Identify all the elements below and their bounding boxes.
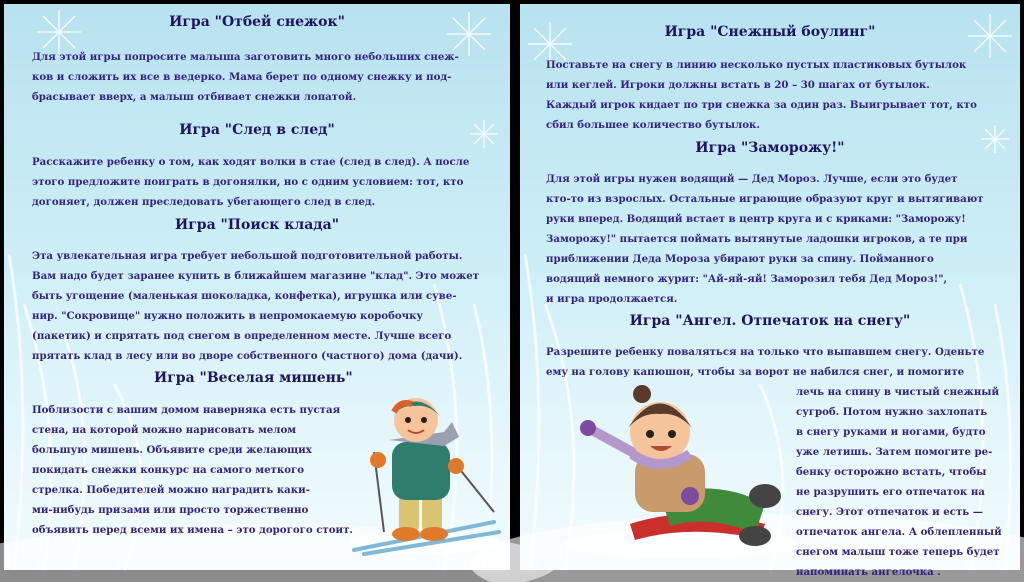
heading-poisk-klada: Игра "Поиск клада" xyxy=(174,217,340,233)
heading-angel: Игра "Ангел. Отпечаток на снегу" xyxy=(629,313,911,329)
heading-otbey-snezhok: Игра "Отбей снежок" xyxy=(169,14,345,30)
heading-veselaya-mishen: Игра "Веселая мишень" xyxy=(154,370,353,386)
paragraph-poisk-klada: Эта увлекательная игра требует небольшой подготовительной работы. Вам надо будет заранее купить в ближайшем магазине "клад". Это может быть угощение (маленькая шоколадка, конфетка), игрушка или суве- нир. "Сокровище" нужно положить в непромокаемую коробочку (пакетик) и спрятать под снегом в определенном месте. Лучше всего прятать клад в лесу или во дворе собственного (частного) дома (дачи). xyxy=(32,250,480,362)
right-page xyxy=(520,4,1020,578)
paragraph-snezhny-bouling: Поставьте на снегу в линию несколько пустых пластиковых бутылок или кеглей. Игроки должны встать в 20 – 30 шагах от бутылок. Каждый игрок кидает по три снежка за один раз. Выигрывает тот, кто сбил большее количество бутылок. xyxy=(546,59,977,131)
heading-zamorozhu: Игра "Заморожу!" xyxy=(695,140,845,156)
paragraph-angel: Разрешите ребенку поваляться на только что выпавшем снегу. Оденьте ему на голову капюшон, чтобы за ворот не набился снег, и помогите xyxy=(546,346,985,378)
girl-sledding-illustration xyxy=(550,384,790,559)
heading-snezhny-bouling: Игра "Снежный боулинг" xyxy=(664,24,876,40)
heading-sled-v-sled: Игра "След в след" xyxy=(179,122,335,138)
paragraph-veselaya-mishen: Поблизости с вашим домом наверняка есть пустая стена, на которой можно нарисовать мелом большую мишень. Объявите среди желающих покидать снежки конкурс на самого меткого стрелка. Победителей можно наградить каки- ми-нибудь призами или просто торжественно объявить перед всеми их имена – это дорогого стоит. xyxy=(32,404,353,536)
paragraph-zamorozhu: Для этой игры нужен водящий — Дед Мороз. Лучше, если это будет кто-то из взрослых. Остальные играющие образуют круг и вытягивают руки вперед. Водящий встает в центр круга и с криками: "Заморожу! Заморожу!" пытается поймать вытянутые ладошки игроков, а те при приближении Деда Мороза убирают руки за спину. Пойманного водящий немного журит: "Ай-яй-яй! Заморозил тебя Дед Мороз!", и игра продолжается. xyxy=(546,173,984,305)
paragraph-angel-continued: лечь на спину в чистый снежный сугроб. Потом нужно захлопать в снегу руками и ногами, будто уже летишь. Затем помогите ре- бенку осторожно встать, чтобы не разрушить его отпечаток на снегу. Этот отпечаток и есть — отпечаток ангела. А облепленный снегом малыш тоже теперь будет напоминать ангелочка . xyxy=(796,386,1002,578)
paragraph-sled-v-sled: Расскажите ребенку о том, как ходят волки в стае (след в след). А после этого предложите поиграть в догонялки, но с одним условием: тот, кто догоняет, должен преследовать убегающего след в след. xyxy=(32,156,470,208)
boy-skiing-illustration xyxy=(344,382,504,557)
paragraph-otbey-snezhok: Для этой игры попросите малыша заготовить много небольших снеж- ков и сложить их все в ведерко. Мама берет по одному снежку и под- брасывает вверх, а малыш отбивает снежки лопатой. xyxy=(32,51,459,103)
left-page xyxy=(4,4,510,570)
